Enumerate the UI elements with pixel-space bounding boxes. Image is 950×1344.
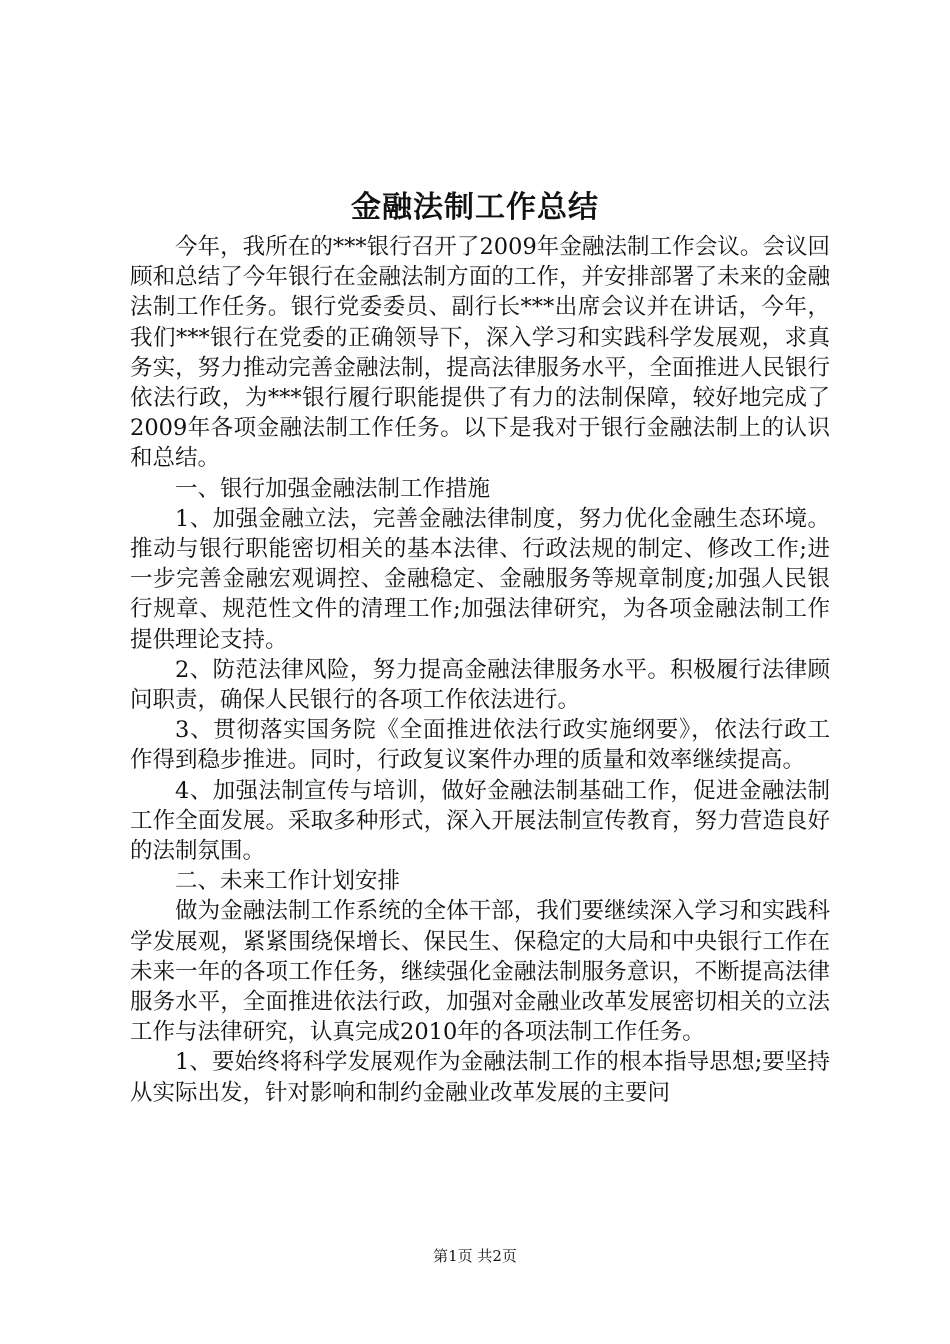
paragraph-item-3: 3、贯彻落实国务院《全面推进依法行政实施纲要》，依法行政工作得到稳步推进。同时，行政复议案件办理的质量和效率继续提高。 (130, 717, 830, 774)
document-title: 金融法制工作总结 (351, 190, 599, 225)
document-body (130, 232, 830, 1108)
paragraph-item-4: 4、加强法制宣传与培训，做好金融法制基础工作，促进金融法制工作全面发展。采取多种形式，深入开展法制宣传教育，努力营造良好的法制氛围。 (130, 777, 830, 865)
paragraph-item-2: 2、防范法律风险，努力提高金融法律服务水平。积极履行法律顾问职责，确保人民银行的各项工作依法进行。 (130, 656, 830, 714)
paragraph-plan: 做为金融法制工作系统的全体干部，我们要继续深入学习和实践科学发展观，紧紧围绕保增长、保民生、保稳定的大局和中央银行工作在未来一年的各项工作任务，继续强化金融法制服务意识，不断提高法律服务水平，全面推进依法行政，加强对金融业改革发展密切相关的立法工作与法律研究，认真完成2010年的各项法制工作任务。 (130, 898, 830, 1046)
paragraph-intro: 今年，我所在的***银行召开了2009年金融法制工作会议。会议回顾和总结了今年银行在金融法制方面的工作，并安排部署了未来的金融法制工作任务。银行党委委员、副行长***出席会议并在讲话，今年，我们***银行在党委的正确领导下，深入学习和实践科学发展观，求真务实，努力推动完善金融法制，提高法律服务水平，全面推进人民银行依法行政，为***银行履行职能提供了有力的法制保障，较好地完成了2009年各项金融法制工作任务。以下是我对于银行金融法制上的认识和总结。 (130, 234, 830, 472)
paragraph-item-1: 1、加强金融立法，完善金融法律制度，努力优化金融生态环境。推动与银行职能密切相关的基本法律、行政法规的制定、修改工作;进一步完善金融宏观调控、金融稳定、金融服务等规章制度;加强人民银行规章、规范性文件的清理工作;加强法律研究，为各项金融法制工作提供理论支持。 (130, 505, 830, 653)
paragraph-plan-item-1: 1、要始终将科学发展观作为金融法制工作的根本指导思想;要坚持从实际出发，针对影响和制约金融业改革发展的主要问 (130, 1049, 830, 1106)
page-footer: 第1页 共2页 (433, 1247, 517, 1265)
section-heading-1: 一、银行加强金融法制工作措施 (175, 475, 491, 502)
section-heading-2: 二、未来工作计划安排 (175, 868, 401, 895)
